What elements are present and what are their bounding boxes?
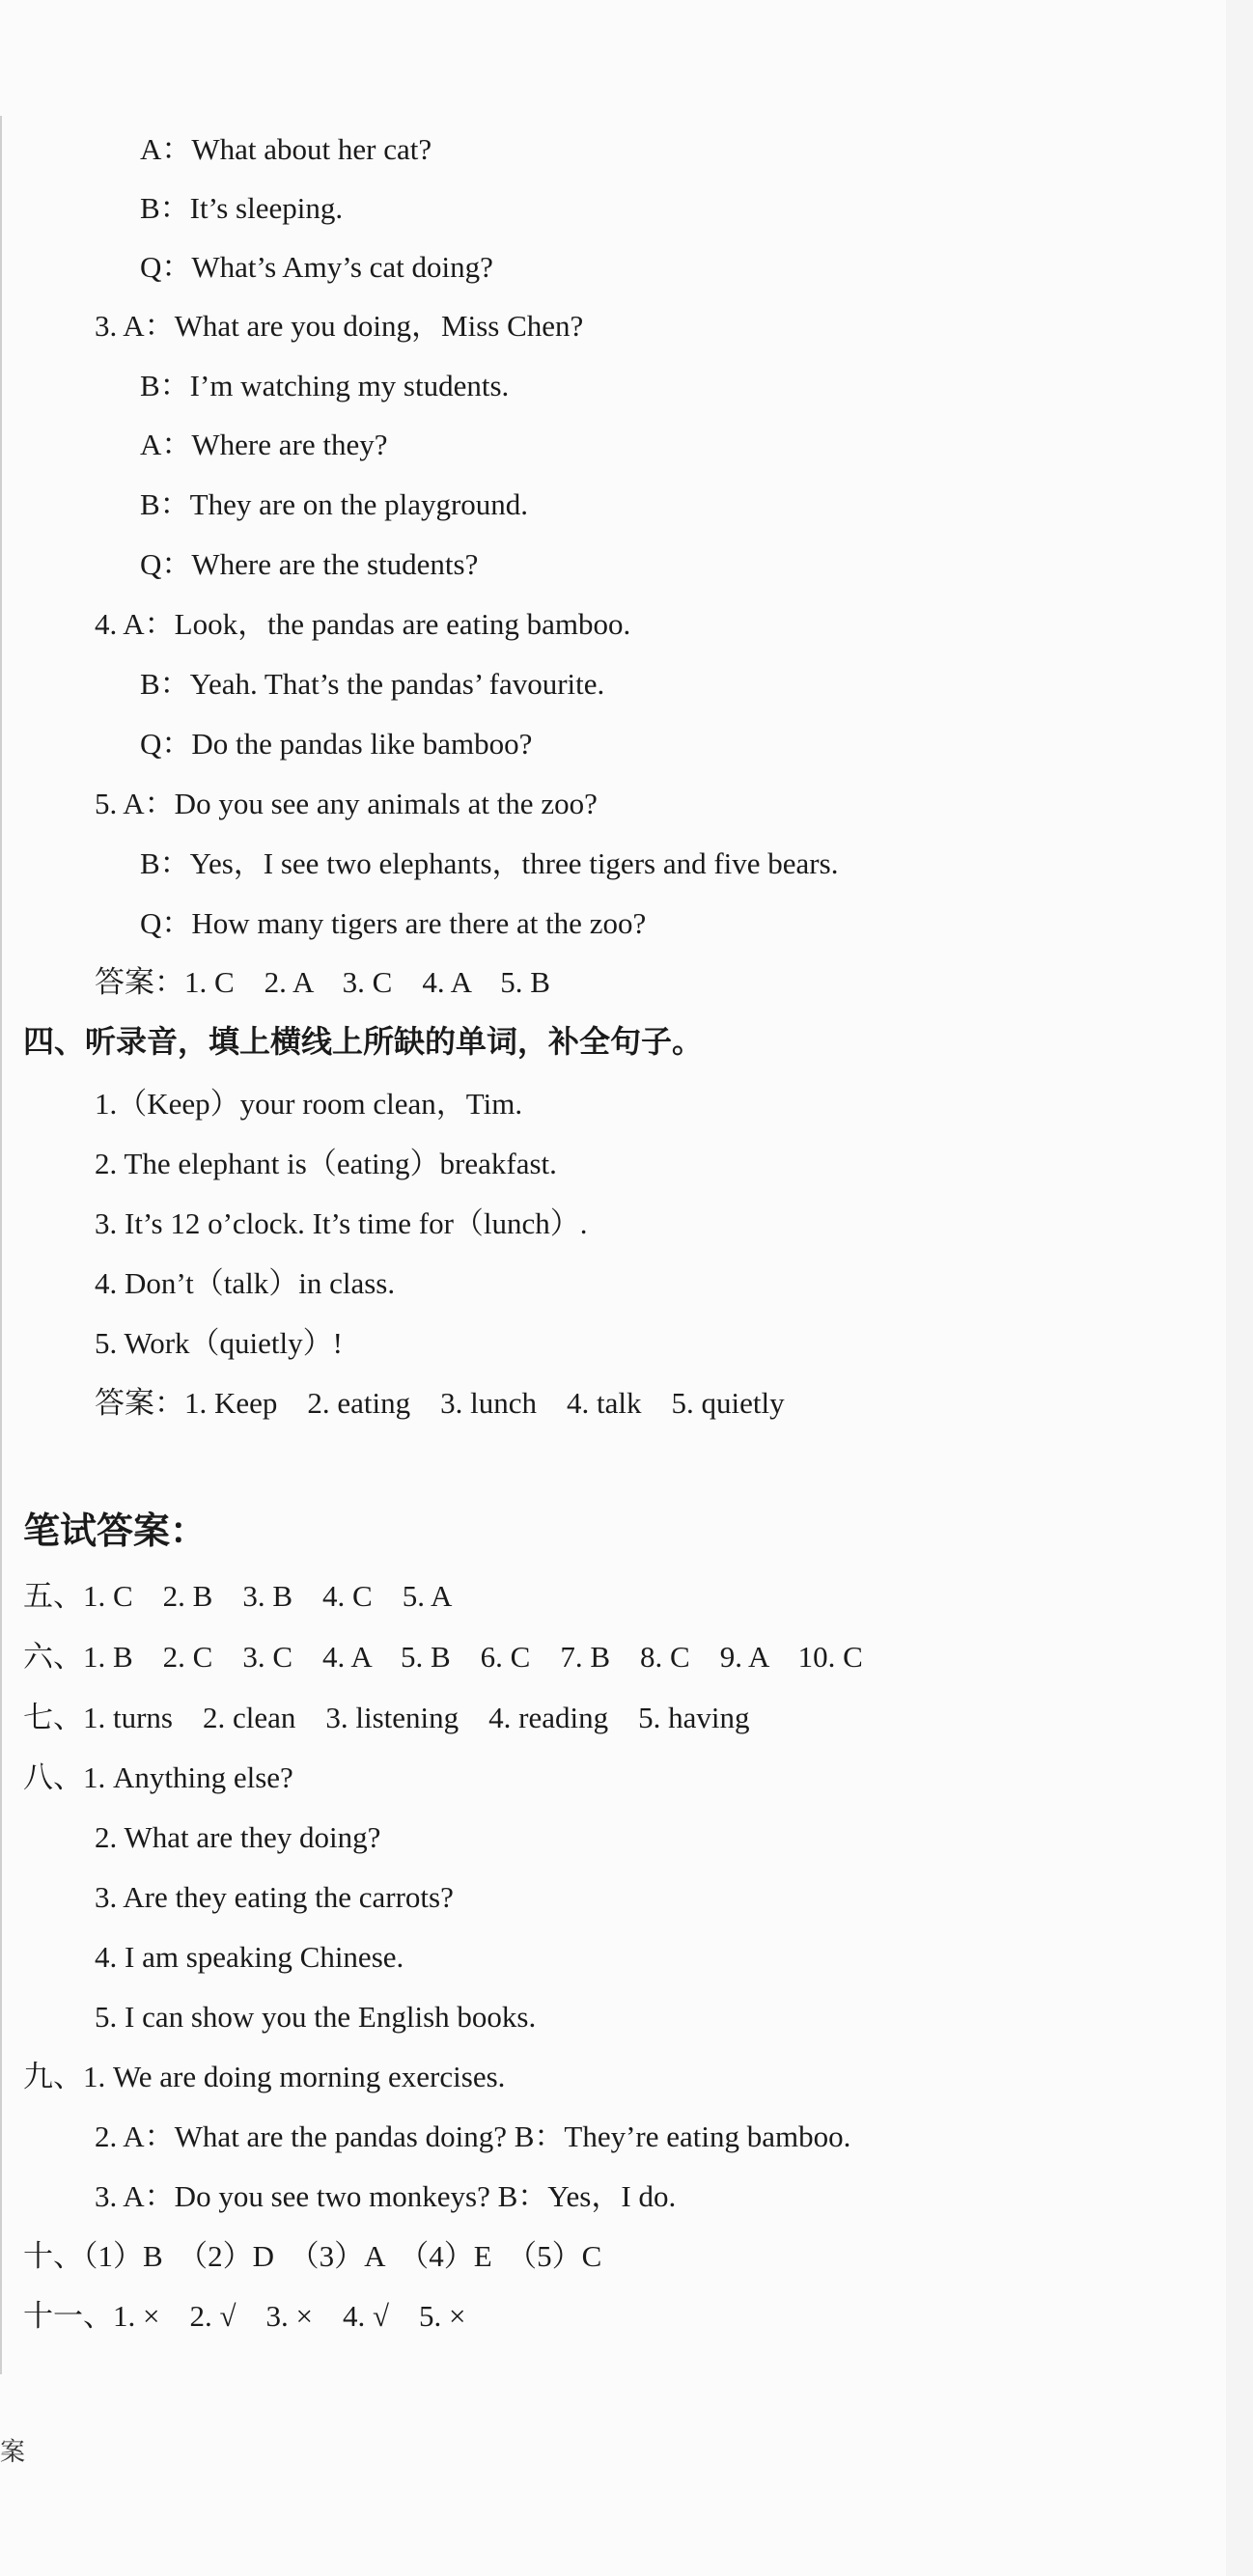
section8-answer-item: 3. Are they eating the carrots? [95,1880,454,1914]
dialog-line: 5. A：Do you see any animals at the zoo? [95,787,598,820]
section7-answer: 七、1. turns 2. clean 3. listening 4. reading 5. having [23,1701,750,1734]
dialog-line: B：Yes，I see two elephants，three tigers and five bears. [140,846,839,880]
dialog-line: B：Yeah. That’s the pandas’ favourite. [140,667,605,701]
written-answers-title: 笔试答案： [23,1510,208,1552]
binding-edge-line [0,116,2,2374]
section11-answer: 十一、1. × 2. √ 3. × 4. √ 5. × [23,2299,466,2333]
section8-answer-item: 5. I can show you the English books. [95,2000,537,2034]
section9-answer-item: 3. A：Do you see two monkeys? B：Yes，I do. [95,2179,677,2213]
dialog-line: B：It’s sleeping. [140,191,344,225]
dialog-line: 4. A：Look，the pandas are eating bamboo. [95,607,631,641]
section9-answer: 九、1. We are doing morning exercises. [23,2060,506,2093]
cropped-corner-glyph: 案 [0,2438,26,2467]
dialog-line: Q：What’s Amy’s cat doing? [140,250,493,284]
dialog-line: Q：Where are the students? [140,547,479,581]
dialog-line: A：Where are they? [140,428,388,461]
fill-item: 4. Don’t（talk）in class. [95,1266,396,1300]
section10-answer: 十、（1）B （2）D （3）A （4）E （5）C [23,2239,602,2273]
fill-item: 1.（Keep）your room clean，Tim. [95,1087,523,1121]
section8-answer-item: 4. I am speaking Chinese. [95,1940,404,1974]
section8-answer: 八、1. Anything else? [23,1760,293,1794]
dialog-line: Q：Do the pandas like bamboo? [140,727,533,761]
dialog-line: B：They are on the playground. [140,487,529,521]
section6-answer: 六、1. B 2. C 3. C 4. A 5. B 6. C 7. B 8. C 9. A 10. C [23,1640,863,1674]
section5-answer: 五、1. C 2. B 3. B 4. C 5. A [23,1579,453,1613]
section9-answer-item: 2. A：What are the pandas doing? B：They’re eating bamboo. [95,2119,851,2153]
section4-title: 四、听录音，填上横线上所缺的单词，补全句子。 [23,1023,704,1060]
dialog-line: B：I’m watching my students. [140,369,510,402]
section3-answer: 答案：1. C 2. A 3. C 4. A 5. B [95,965,550,999]
dialog-line: A：What about her cat? [140,132,432,166]
dialog-line: 3. A：What are you doing，Miss Chen? [95,309,584,343]
fill-item: 5. Work（quietly）! [95,1326,343,1360]
section8-answer-item: 2. What are they doing? [95,1820,381,1854]
fill-item: 2. The elephant is（eating）breakfast. [95,1147,557,1180]
dialog-line: Q：How many tigers are there at the zoo? [140,906,647,940]
section4-answer: 答案：1. Keep 2. eating 3. lunch 4. talk 5. quietly [95,1386,785,1420]
fill-item: 3. It’s 12 o’clock. It’s time for（lunch）. [95,1206,588,1240]
